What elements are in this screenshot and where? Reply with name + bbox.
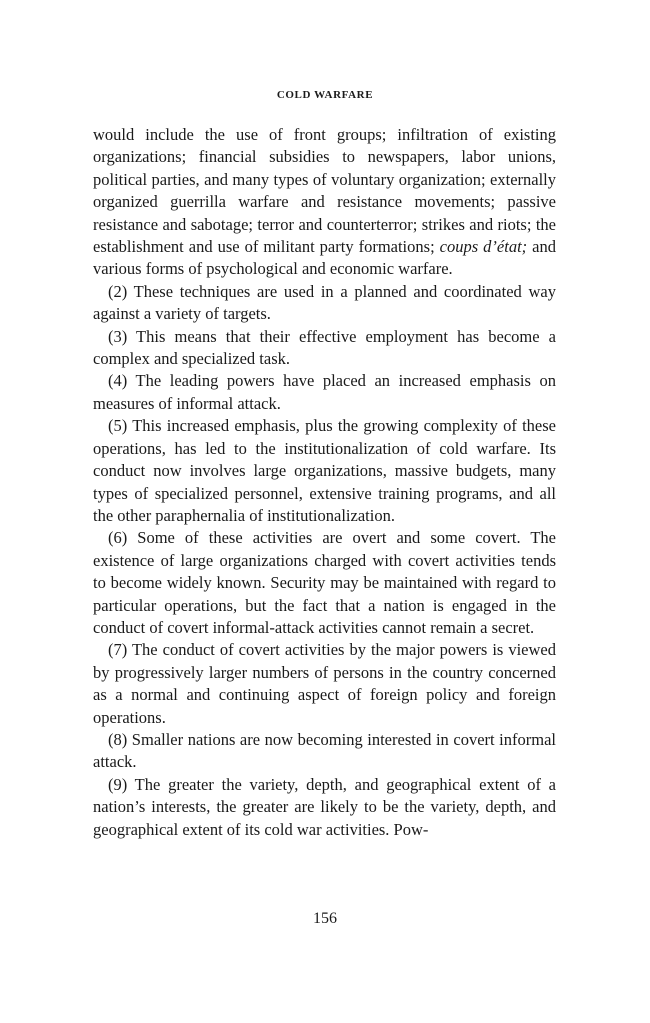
paragraph-8: (8) Smaller nations are now becoming interested in covert informal attack. [93,729,556,772]
running-head: COLD WARFARE [276,89,374,101]
paragraph-text: and various forms of psychological and economic warfare. [93,237,557,279]
body-text [93,124,556,841]
paragraph-5: (5) This increased emphasis, plus the growing complexity of these operations, has led to the institutionalization of cold warfare. Its conduct now involves large organizations, massive budgets, many types of specialized personnel, extensive training programs, and all the other paraphernalia of institutionalization. [93,416,556,525]
paragraph-6: (6) Some of these activities are overt and some covert. The existence of large organizations charged with covert activities tends to become widely known. Security may be maintained with regard to particular operations, but the fact that a nation is engaged in the conduct of covert informal-attack activities cannot remain a secret. [93,528,556,637]
page-number: 156 [313,910,337,927]
paragraph-text: would include the use of front groups; infiltration of existing organizations; financial subsidies to newspapers, labor unions, political parties, and many types of voluntary organization; externally organized guerrilla warfare and resistance movements; passive resistance and sabotage; terror and counterterror; strikes and riots; the establishment and use of militant party formations; [93,125,556,257]
italic-phrase: coups d’état; [439,237,528,257]
paragraph-4: (4) The leading powers have placed an increased emphasis on measures of informal attack. [93,371,556,413]
paragraph-9: (9) The greater the variety, depth, and geographical extent of a nation’s interests, the greater are likely to be the variety, depth, and geographical extent of its cold war activities. Pow- [93,774,556,839]
paragraph-continuation [93,124,556,281]
paragraph-3: (3) This means that their effective employment has become a complex and specialized task. [93,326,556,369]
paragraph-7: (7) The conduct of covert activities by the major powers is viewed by progressively larger numbers of persons in the country concerned as a normal and continuing aspect of foreign policy and foreign operations. [93,640,556,727]
paragraph-2: (2) These techniques are used in a planned and coordinated way against a variety of targets. [93,281,556,324]
